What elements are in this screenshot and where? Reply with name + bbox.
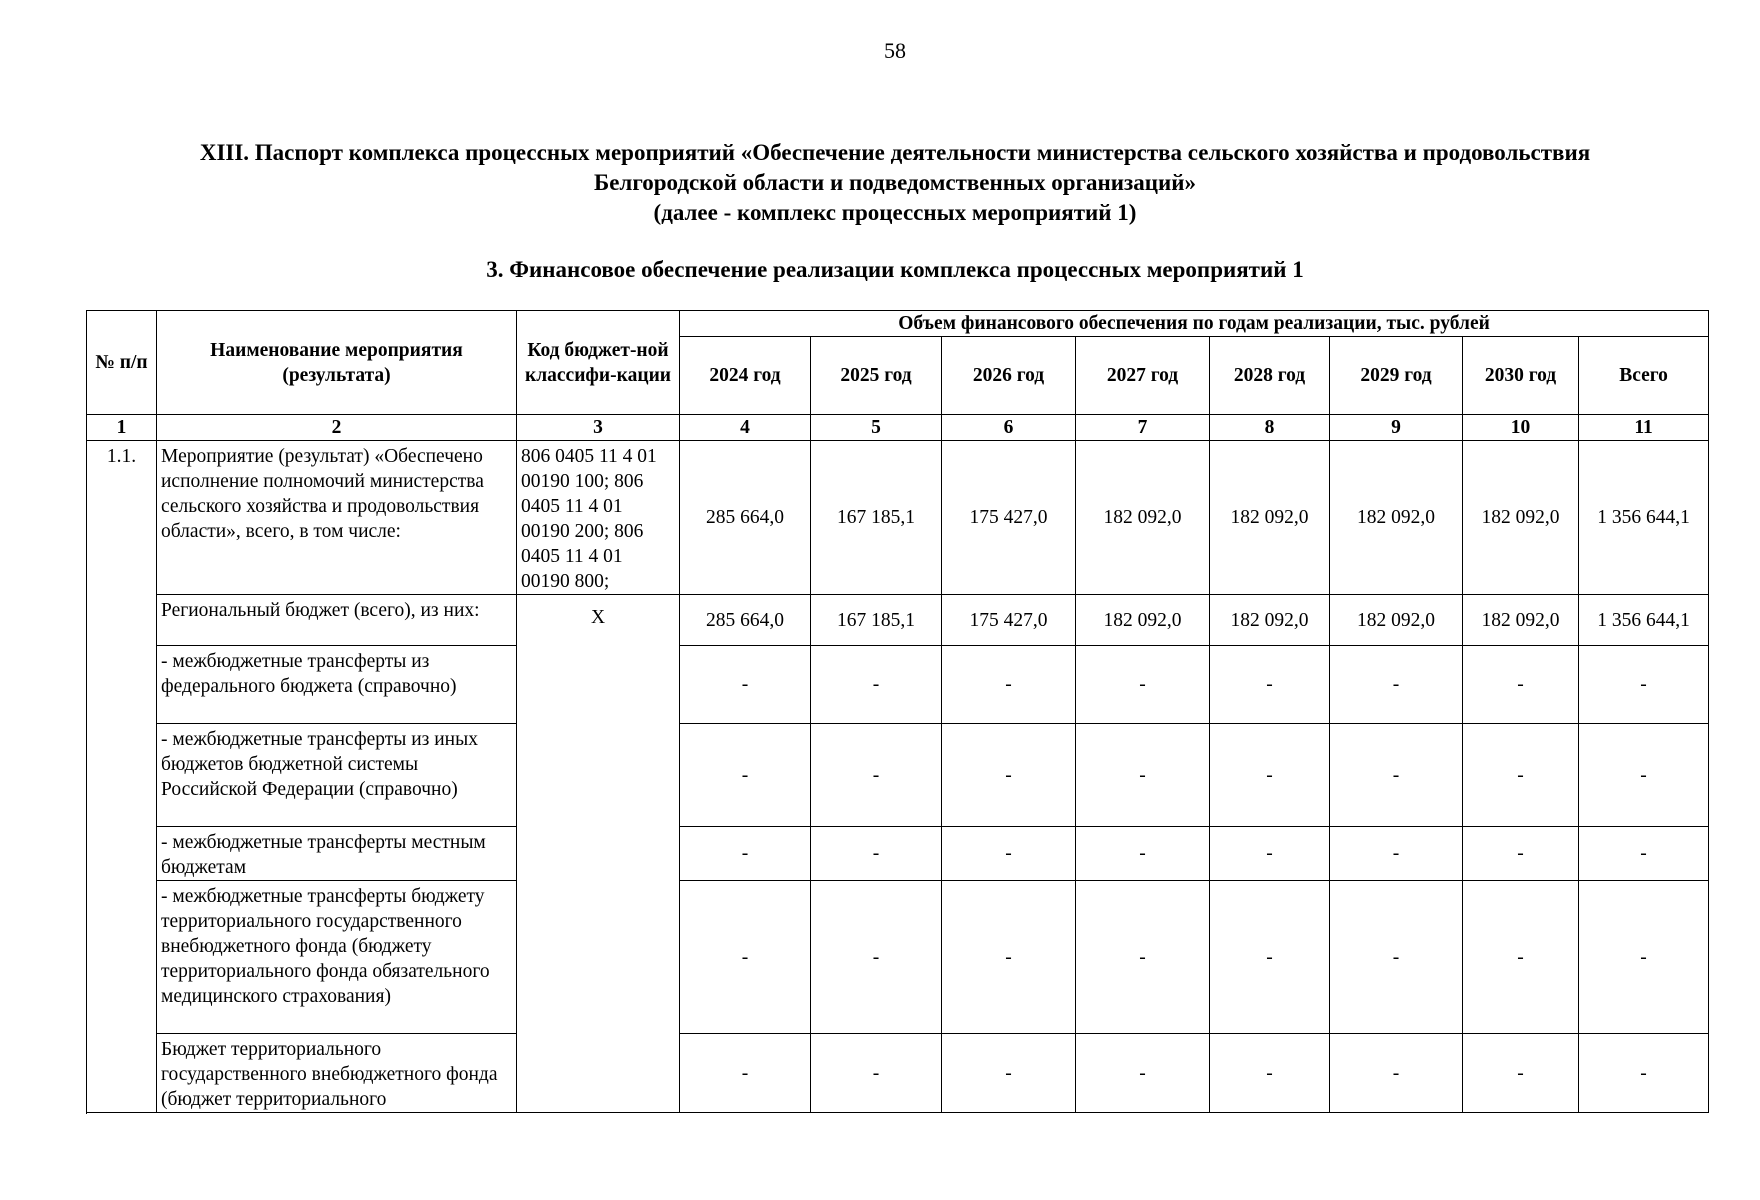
- value-cell: -: [1210, 881, 1330, 1034]
- value-cell: -: [1579, 724, 1709, 827]
- row-name: Бюджет территориального государственного внебюджетного фонда (бюджет территориального: [157, 1034, 517, 1113]
- value-cell: -: [942, 724, 1076, 827]
- column-number-row: [87, 415, 1709, 441]
- value-cell: -: [1330, 881, 1463, 1034]
- value-cell: 167 185,1: [811, 595, 942, 646]
- value-cell: 182 092,0: [1076, 441, 1210, 595]
- value-cell: -: [811, 646, 942, 724]
- value-cell: -: [1210, 724, 1330, 827]
- value-cell: 175 427,0: [942, 441, 1076, 595]
- value-cell: -: [1330, 724, 1463, 827]
- value-cell: -: [1330, 827, 1463, 881]
- value-cell: -: [811, 881, 942, 1034]
- row-index: 1.1.: [87, 441, 157, 1113]
- value-cell: -: [942, 1034, 1076, 1113]
- value-cell: -: [1579, 827, 1709, 881]
- row-name: - межбюджетные трансферты местным бюджетам: [157, 827, 517, 881]
- column-number: 1: [87, 415, 157, 441]
- value-cell: -: [1210, 646, 1330, 724]
- value-cell: 182 092,0: [1463, 441, 1579, 595]
- value-cell: -: [1463, 881, 1579, 1034]
- value-cell: -: [811, 1034, 942, 1113]
- header-year: 2025 год: [811, 337, 942, 415]
- table-row: [87, 724, 1709, 827]
- value-cell: 285 664,0: [680, 441, 811, 595]
- value-cell: -: [1579, 646, 1709, 724]
- heading-line-3: (далее - комплекс процессных мероприятий 1): [653, 200, 1137, 225]
- column-number: 5: [811, 415, 942, 441]
- value-cell: -: [1579, 1034, 1709, 1113]
- header-year: 2026 год: [942, 337, 1076, 415]
- header-financing-group: Объем финансового обеспечения по годам реализации, тыс. рублей: [680, 311, 1709, 337]
- value-cell: -: [1330, 646, 1463, 724]
- value-cell: -: [1210, 827, 1330, 881]
- value-cell: -: [1463, 827, 1579, 881]
- column-number: 2: [157, 415, 517, 441]
- row-name: Мероприятие (результат) «Обеспечено исполнение полномочий министерства сельского хозяйства и продовольствия области», всего, в том числе:: [157, 441, 517, 595]
- heading-line-2: Белгородской области и подведомственных организаций»: [594, 170, 1196, 195]
- value-cell: -: [680, 1034, 811, 1113]
- header-total: Всего: [1579, 337, 1709, 415]
- value-cell: -: [1076, 646, 1210, 724]
- header-year: 2030 год: [1463, 337, 1579, 415]
- table-row: [87, 827, 1709, 881]
- value-cell: -: [680, 724, 811, 827]
- page-number: 58: [884, 38, 906, 63]
- value-cell: 285 664,0: [680, 595, 811, 646]
- value-cell: 182 092,0: [1330, 441, 1463, 595]
- header-year: 2028 год: [1210, 337, 1330, 415]
- column-number: 3: [517, 415, 680, 441]
- value-cell: -: [1463, 646, 1579, 724]
- budget-code-x: Х: [517, 595, 680, 1113]
- heading-line-1: XIII. Паспорт комплекса процессных мероприятий «Обеспечение деятельности министерства сельского хозяйства и продовольствия: [199, 140, 1591, 165]
- column-number: 6: [942, 415, 1076, 441]
- value-cell: -: [680, 646, 811, 724]
- column-number: 11: [1579, 415, 1709, 441]
- table-row: [87, 1034, 1709, 1113]
- row-name: Региональный бюджет (всего), из них:: [157, 595, 517, 646]
- value-cell: -: [1463, 1034, 1579, 1113]
- header-code: Код бюджет-ной классифи-кации: [517, 311, 680, 415]
- value-cell: -: [1076, 881, 1210, 1034]
- row-name: - межбюджетные трансферты из иных бюджетов бюджетной системы Российской Федерации (справочно): [157, 724, 517, 827]
- row-name: - межбюджетные трансферты из федерального бюджета (справочно): [157, 646, 517, 724]
- value-cell: -: [942, 827, 1076, 881]
- column-number: 8: [1210, 415, 1330, 441]
- value-cell: -: [1463, 724, 1579, 827]
- header-year: 2029 год: [1330, 337, 1463, 415]
- value-cell: -: [942, 881, 1076, 1034]
- column-number: 9: [1330, 415, 1463, 441]
- table-row: [87, 441, 1709, 595]
- value-cell: 1 356 644,1: [1579, 441, 1709, 595]
- table-row: [87, 881, 1709, 1034]
- row-name: - межбюджетные трансферты бюджету территориального государственного внебюджетного фонда (бюджету территориального фонда обязательного медицинского страхования): [157, 881, 517, 1034]
- value-cell: -: [1076, 827, 1210, 881]
- value-cell: 182 092,0: [1076, 595, 1210, 646]
- value-cell: -: [811, 724, 942, 827]
- value-cell: -: [811, 827, 942, 881]
- section-title: 3. Финансовое обеспечение реализации комплекса процессных мероприятий 1: [486, 257, 1304, 282]
- value-cell: 182 092,0: [1210, 595, 1330, 646]
- value-cell: -: [1076, 1034, 1210, 1113]
- value-cell: 1 356 644,1: [1579, 595, 1709, 646]
- value-cell: 182 092,0: [1463, 595, 1579, 646]
- column-number: 7: [1076, 415, 1210, 441]
- value-cell: -: [680, 881, 811, 1034]
- value-cell: -: [1076, 724, 1210, 827]
- value-cell: -: [680, 827, 811, 881]
- header-name: Наименование мероприятия (результата): [157, 311, 517, 415]
- column-number: 10: [1463, 415, 1579, 441]
- value-cell: 182 092,0: [1330, 595, 1463, 646]
- budget-code: 806 0405 11 4 01 00190 100; 806 0405 11 4 01 00190 200; 806 0405 11 4 01 00190 800;: [517, 441, 680, 595]
- value-cell: -: [942, 646, 1076, 724]
- header-year: 2024 год: [680, 337, 811, 415]
- value-cell: -: [1330, 1034, 1463, 1113]
- column-number: 4: [680, 415, 811, 441]
- value-cell: 167 185,1: [811, 441, 942, 595]
- header-num: № п/п: [87, 311, 157, 415]
- financing-table: [86, 310, 1709, 1113]
- header-year: 2027 год: [1076, 337, 1210, 415]
- table-row: [87, 646, 1709, 724]
- header-row-1: [87, 311, 1709, 337]
- value-cell: -: [1579, 881, 1709, 1034]
- value-cell: -: [1210, 1034, 1330, 1113]
- value-cell: 182 092,0: [1210, 441, 1330, 595]
- table-row: [87, 595, 1709, 646]
- value-cell: 175 427,0: [942, 595, 1076, 646]
